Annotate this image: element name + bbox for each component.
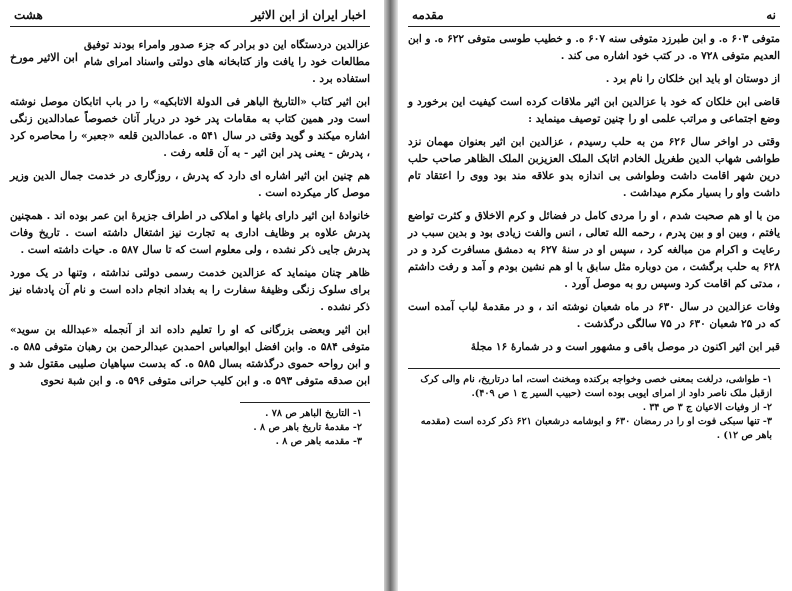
right-page-title: مقدمه [412, 8, 444, 22]
book-spine [384, 0, 398, 591]
left-page-title: اخبار ایران از ابن الاثیر [251, 8, 366, 22]
left-first-block [10, 37, 370, 88]
right-page [398, 0, 792, 591]
paragraph: عزالدین دردستگاه این دو برادر که جزء صدور وامراء بودند توفیق مطالعات خود را یافت واز کتابخانه های دولتی واسناد امرای شام استفاده برد . [83, 39, 370, 85]
left-page [0, 0, 384, 591]
footnote: ۳- تنها سبکی فوت او را در رمضان ۶۳۰ و ابوشامه درشعبان ۶۲۱ ذکر کرده است (مقدمه باهر ص ۱۲) . [420, 416, 772, 441]
footnote: ۲- از وفیات الاعیان ج ۳ ص ۳۴ . [642, 402, 772, 413]
footnote-divider [240, 402, 370, 403]
footnote: ۱- طواشی، درلغت بمعنی خصی وخواجه برکنده ومخنث است، اما درتاریخ، نام والی کرک ازقبل ملک ناصر داود از امرای ایوبی بوده است (حبیب السیر ج ۱ ص ۴۰۹). [420, 374, 772, 399]
footnote: ۱- التاریخ الباهر ص ۷۸ . [265, 408, 362, 419]
footnote: ۲- مقدمهٔ تاریخ باهر ص ۸ . [253, 422, 362, 433]
paragraph: من با او هم صحبت شدم ، او را مردی کامل در فضائل و کرم الاخلاق و کثرت تواضع یافتم ، وبین او و بین پدرم ، رحمه الله تعالی ، انس والفت زیادی بود و بدین سبب در رعایت و اکرام من مبالغه کرد ، سپس او در سنهٔ ۶۲۷ به دمشق مسافرت کرد و در ۶۲۸ به حلب برگشت ، من دوباره مثل سابق با او هم نشین بودم و آمد و رفت داشتم ، مدتی کم اقامت کرد وسپس رو به موصل آورد . [408, 210, 780, 290]
left-page-number: هشت [14, 8, 43, 22]
footnote-divider [408, 368, 780, 369]
paragraph: متوفی ۶۰۳ ه. و ابن طبرزد متوفی سنه ۶۰۷ ه. و خطیب طوسی متوفی ۶۲۲ ه. و ابن العدیم متوفی ۷۲۸ ه. در کتب خود اشاره می کند . [408, 33, 780, 62]
paragraph: خانوادهٔ ابن اثیر دارای باغها و املاکی در اطراف جزیرهٔ ابن عمر بوده اند . همچنین پدرش علاوه بر وظایف اداری به تجارت نیز اشتغال داشته است . تاریخ وفات پدرش جایی ذکر نشده ، ولی معلوم است که تا سال ۵۸۷ ه. حیات داشته است . [10, 210, 371, 256]
paragraph: قبر ابن اثیر اکنون در موصل باقی و مشهور است و در شمارهٔ ۱۶ مجلهٔ [470, 341, 780, 353]
left-page-header [10, 0, 370, 27]
paragraph: از دوستان او باید ابن خلکان را نام برد . [605, 73, 780, 85]
paragraph: وقتی در اواخر سال ۶۲۶ من به حلب رسیدم ، عزالدین ابن اثیر بعنوان مهمان نزد طواشی شهاب الدین طغریل الخادم اتابک الملک العزیزبن الملک الظاهر صاحب حلب درین شهر اقامت داشت وطواشی بی اندازه بدو علاقه مند بود ووی را اعتقاد تام داشت واو را بسیار مکرم میداشت . [408, 136, 780, 199]
right-page-header [408, 0, 780, 27]
paragraph: ظاهر چنان مینماید که عزالدین خدمت رسمی دولتی نداشته ، وتنها در یک مورد برای سلوک زنگی وظیفهٔ سفارت را به بغداد انجام داده است و نام آن پادشاه نیز ذکر نشده . [10, 267, 370, 313]
paragraph: ابن اثیر وبعضی بزرگانی که او را تعلیم داده اند از آنجمله «عبدالله بن سوید» متوفی ۵۸۴ ه. وابن افضل ابوالعباس احمدبن عبدالرحمن بن رهبان متوفی ۵۸۵ ه. و ابن رواحه حموی درگذشته بسال ۵۸۵ ه. که بدست سپاهیان صلیبی مقتول شد و ابن صدقه متوفی ۵۹۳ ه. و ابن کلیب حرانی متوفی ۵۹۶ ه. و ابن شبة نحوی [10, 324, 370, 387]
footnote: ۳- مقدمه باهر ص ۸ . [275, 436, 362, 447]
left-footnotes [10, 407, 370, 449]
paragraph: قاضی ابن خلکان که خود با عزالدین ابن اثیر ملاقات کرده است کیفیت این برخورد و وضع اجتماعی و مراتب علمی او را چنین توصیف مینماید : [408, 96, 780, 125]
paragraph: وفات عزالدین در سال ۶۳۰ در ماه شعبان نوشته اند ، و در مقدمهٔ لباب آمده است که در ۲۵ شعبان ۶۳۰ در ۷۵ سالگی درگذشت . [408, 301, 780, 330]
right-page-number: نه [766, 8, 776, 22]
side-heading: ابن الاثیر مورخ [10, 51, 78, 64]
right-footnotes [408, 373, 780, 443]
paragraph: هم چنین ابن اثیر اشاره ای دارد که پدرش ، روزگاری در خدمت جمال الدین وزیر موصل کار میکرده است . [10, 170, 370, 199]
paragraph: ابن اثیر کتاب «التاریخ الباهر فی الدولة الاتابکیه» را در باب اتابکان موصل نوشته است ودر همین کتاب به مقامات پدر خود در دربار آنان خصوصاً عمادالدین زنگی اشاره میکند و گوید وقتی در سال ۵۴۱ ه. عمادالدین قلعه «جعبر» را محاصره کرد ، پدرش - یعنی پدر ابن اثیر - به آن قلعه رفت . [10, 96, 370, 159]
